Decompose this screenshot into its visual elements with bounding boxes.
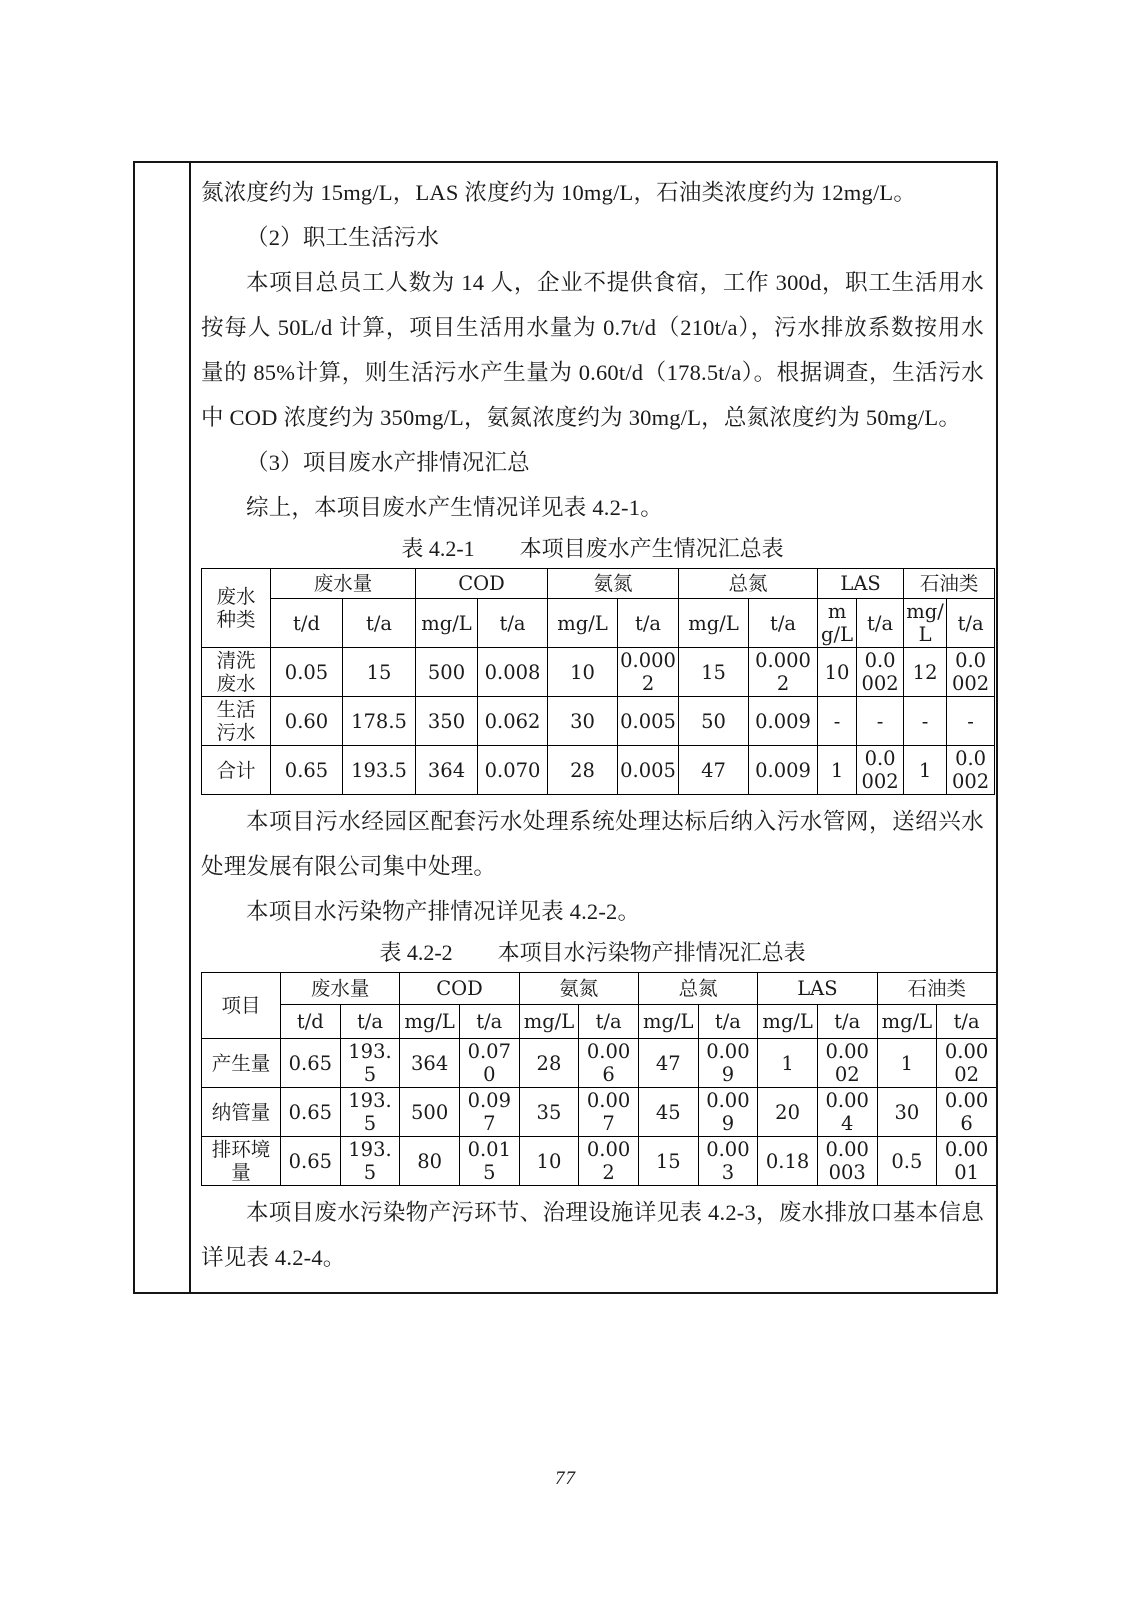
table-cell: 0.005 bbox=[618, 746, 679, 795]
table1-caption-title: 本项目废水产生情况汇总表 bbox=[519, 536, 784, 561]
table-cell: 50 bbox=[679, 697, 749, 746]
table-cell: 0.00003 bbox=[817, 1137, 877, 1186]
table-cell: - bbox=[857, 697, 904, 746]
column-group-header: 总氮 bbox=[638, 973, 757, 1005]
unit-header: mg/L bbox=[758, 1005, 818, 1039]
table-cell: 0.009 bbox=[749, 746, 818, 795]
table-cell: 45 bbox=[638, 1088, 698, 1137]
table-cell: 0.0002 bbox=[947, 746, 995, 795]
table2-caption bbox=[201, 936, 984, 970]
table-cell: 0.05 bbox=[271, 648, 343, 697]
table-cell: 0.008 bbox=[478, 648, 548, 697]
unit-header: t/a bbox=[937, 1005, 996, 1039]
table-cell: 15 bbox=[679, 648, 749, 697]
table-cell: 0.0002 bbox=[947, 648, 995, 697]
table-cell: 500 bbox=[416, 648, 478, 697]
column-group-header: 废水量 bbox=[271, 569, 416, 599]
table-cell: 30 bbox=[548, 697, 618, 746]
paragraph-summary: 综上，本项目废水产生情况详见表 4.2-1。 bbox=[246, 495, 663, 520]
row-label: 纳管量 bbox=[202, 1088, 281, 1137]
column-group-header: COD bbox=[416, 569, 548, 599]
paragraph-staff-wastewater: 本项目总员工人数为 14 人，企业不提供食宿，工作 300d，职工生活用水按每人 50L/d 计算，项目生活用水量为 0.7t/d（210t/a），污水排放系数按用水量的 85%计算，则生活污水产生量为 0.60t/d（178.5t/a）。根据调查，生活污水中 COD 浓度约为 350mg/L，氨氮浓度约为 30mg/L，总氮浓度约为 50mg/L。 bbox=[201, 270, 984, 430]
unit-header: mg/L bbox=[400, 1005, 460, 1039]
unit-header: mg/L bbox=[519, 1005, 579, 1039]
unit-header: t/a bbox=[340, 1005, 400, 1039]
row-label: 排环境量 bbox=[202, 1137, 281, 1186]
paragraph-see-table2: 本项目水污染物产排情况详见表 4.2-2。 bbox=[246, 899, 641, 924]
table-cell: 1 bbox=[877, 1039, 937, 1088]
table-cell: 20 bbox=[758, 1088, 818, 1137]
unit-header: t/a bbox=[478, 599, 548, 648]
table-cell: 28 bbox=[548, 746, 618, 795]
table-cell: 0.18 bbox=[758, 1137, 818, 1186]
table-cell: - bbox=[904, 697, 947, 746]
table-cell: 0.070 bbox=[478, 746, 548, 795]
table-cell: 1 bbox=[818, 746, 857, 795]
left-gutter-cell bbox=[135, 163, 191, 1292]
table-cell: 10 bbox=[548, 648, 618, 697]
unit-header: t/a bbox=[857, 599, 904, 648]
table-cell: 364 bbox=[416, 746, 478, 795]
table-cell: 0.007 bbox=[579, 1088, 639, 1137]
unit-header: t/d bbox=[271, 599, 343, 648]
table-cell: 0.005 bbox=[618, 697, 679, 746]
column-group-header: 石油类 bbox=[877, 973, 996, 1005]
table-cell: 15 bbox=[343, 648, 416, 697]
table-cell: 0.0002 bbox=[618, 648, 679, 697]
column-group-header: LAS bbox=[818, 569, 904, 599]
table1-caption-label: 表 4.2-1 bbox=[401, 536, 475, 561]
table-cell: 0.062 bbox=[478, 697, 548, 746]
table-cell: - bbox=[947, 697, 995, 746]
column-group-header: LAS bbox=[758, 973, 877, 1005]
table-cell: 15 bbox=[638, 1137, 698, 1186]
table-cell: 1 bbox=[904, 746, 947, 795]
table-cell: 0.65 bbox=[281, 1137, 341, 1186]
table-cell: 1 bbox=[758, 1039, 818, 1088]
unit-header: t/a bbox=[579, 1005, 639, 1039]
unit-header: mg/L bbox=[818, 599, 857, 648]
table1-caption bbox=[201, 532, 984, 566]
unit-header: mg/L bbox=[548, 599, 618, 648]
table-cell: 193.5 bbox=[340, 1137, 400, 1186]
table-cell: 0.006 bbox=[937, 1088, 996, 1137]
column-group-header: 氨氮 bbox=[548, 569, 679, 599]
unit-header: t/a bbox=[698, 1005, 758, 1039]
table-cell: 0.097 bbox=[459, 1088, 519, 1137]
table1-stub-header: 废水种类 bbox=[202, 569, 271, 648]
table2-stub-header: 项目 bbox=[202, 973, 281, 1039]
table-cell: 0.0001 bbox=[937, 1137, 996, 1186]
table-cell: 0.006 bbox=[579, 1039, 639, 1088]
unit-header: mg/L bbox=[904, 599, 947, 648]
table-cell: 0.015 bbox=[459, 1137, 519, 1186]
table-cell: 0.004 bbox=[817, 1088, 877, 1137]
table-cell: 0.002 bbox=[579, 1137, 639, 1186]
table-cell: 0.65 bbox=[281, 1088, 341, 1137]
unit-header: mg/L bbox=[877, 1005, 937, 1039]
column-group-header: 氨氮 bbox=[519, 973, 638, 1005]
table-cell: 193.5 bbox=[340, 1088, 400, 1137]
subheading-2: （2）职工生活污水 bbox=[246, 225, 440, 250]
table-4-2-2 bbox=[201, 972, 996, 1186]
unit-header: mg/L bbox=[679, 599, 749, 648]
unit-header: mg/L bbox=[638, 1005, 698, 1039]
table-cell: 500 bbox=[400, 1088, 460, 1137]
table-cell: 80 bbox=[400, 1137, 460, 1186]
table-cell: 0.009 bbox=[749, 697, 818, 746]
table-cell: 0.5 bbox=[877, 1137, 937, 1186]
table-cell: 178.5 bbox=[343, 697, 416, 746]
paragraph-continuation: 氮浓度约为 15mg/L，LAS 浓度约为 10mg/L，石油类浓度约为 12mg/L。 bbox=[201, 180, 917, 205]
row-label: 合计 bbox=[202, 746, 271, 795]
column-group-header: COD bbox=[400, 973, 519, 1005]
row-label: 生活污水 bbox=[202, 697, 271, 746]
unit-header: t/a bbox=[459, 1005, 519, 1039]
unit-header: mg/L bbox=[416, 599, 478, 648]
column-group-header: 废水量 bbox=[281, 973, 400, 1005]
table-cell: 0.0002 bbox=[937, 1039, 996, 1088]
table-cell: 364 bbox=[400, 1039, 460, 1088]
unit-header: t/a bbox=[618, 599, 679, 648]
row-label: 清洗废水 bbox=[202, 648, 271, 697]
table-cell: 10 bbox=[818, 648, 857, 697]
table-4-2-1 bbox=[201, 568, 995, 795]
table-cell: 0.009 bbox=[698, 1039, 758, 1088]
paragraph-after-table2: 本项目废水污染物产污环节、治理设施详见表 4.2-3，废水排放口基本信息详见表 4.2-4。 bbox=[201, 1200, 984, 1270]
table-cell: 47 bbox=[638, 1039, 698, 1088]
table-cell: 0.65 bbox=[271, 746, 343, 795]
subheading-3: （3）项目废水产排情况汇总 bbox=[246, 450, 530, 475]
table-cell: - bbox=[818, 697, 857, 746]
column-group-header: 总氮 bbox=[679, 569, 818, 599]
unit-header: t/a bbox=[749, 599, 818, 648]
table-cell: 0.0002 bbox=[817, 1039, 877, 1088]
table-cell: 0.003 bbox=[698, 1137, 758, 1186]
row-label: 产生量 bbox=[202, 1039, 281, 1088]
table-cell: 35 bbox=[519, 1088, 579, 1137]
table-cell: 0.65 bbox=[281, 1039, 341, 1088]
column-group-header: 石油类 bbox=[904, 569, 995, 599]
table-cell: 193.5 bbox=[340, 1039, 400, 1088]
paragraph-after-table1: 本项目污水经园区配套污水处理系统处理达标后纳入污水管网，送绍兴水处理发展有限公司集中处理。 bbox=[201, 809, 984, 879]
content-frame bbox=[133, 161, 998, 1294]
unit-header: t/a bbox=[343, 599, 416, 648]
table-cell: 47 bbox=[679, 746, 749, 795]
table-cell: 30 bbox=[877, 1088, 937, 1137]
table-cell: 10 bbox=[519, 1137, 579, 1186]
table-cell: 0.0002 bbox=[857, 648, 904, 697]
table-cell: 0.070 bbox=[459, 1039, 519, 1088]
table2-caption-label: 表 4.2-2 bbox=[379, 940, 453, 965]
table-cell: 0.009 bbox=[698, 1088, 758, 1137]
table-cell: 12 bbox=[904, 648, 947, 697]
table-cell: 0.0002 bbox=[749, 648, 818, 697]
page-number: 77 bbox=[555, 1468, 576, 1489]
table2-caption-title: 本项目水污染物产排情况汇总表 bbox=[497, 940, 806, 965]
table-cell: 28 bbox=[519, 1039, 579, 1088]
unit-header: t/d bbox=[281, 1005, 341, 1039]
content-area bbox=[191, 163, 996, 1292]
table-cell: 0.0002 bbox=[857, 746, 904, 795]
table-cell: 350 bbox=[416, 697, 478, 746]
unit-header: t/a bbox=[817, 1005, 877, 1039]
table-cell: 193.5 bbox=[343, 746, 416, 795]
unit-header: t/a bbox=[947, 599, 995, 648]
table-cell: 0.60 bbox=[271, 697, 343, 746]
